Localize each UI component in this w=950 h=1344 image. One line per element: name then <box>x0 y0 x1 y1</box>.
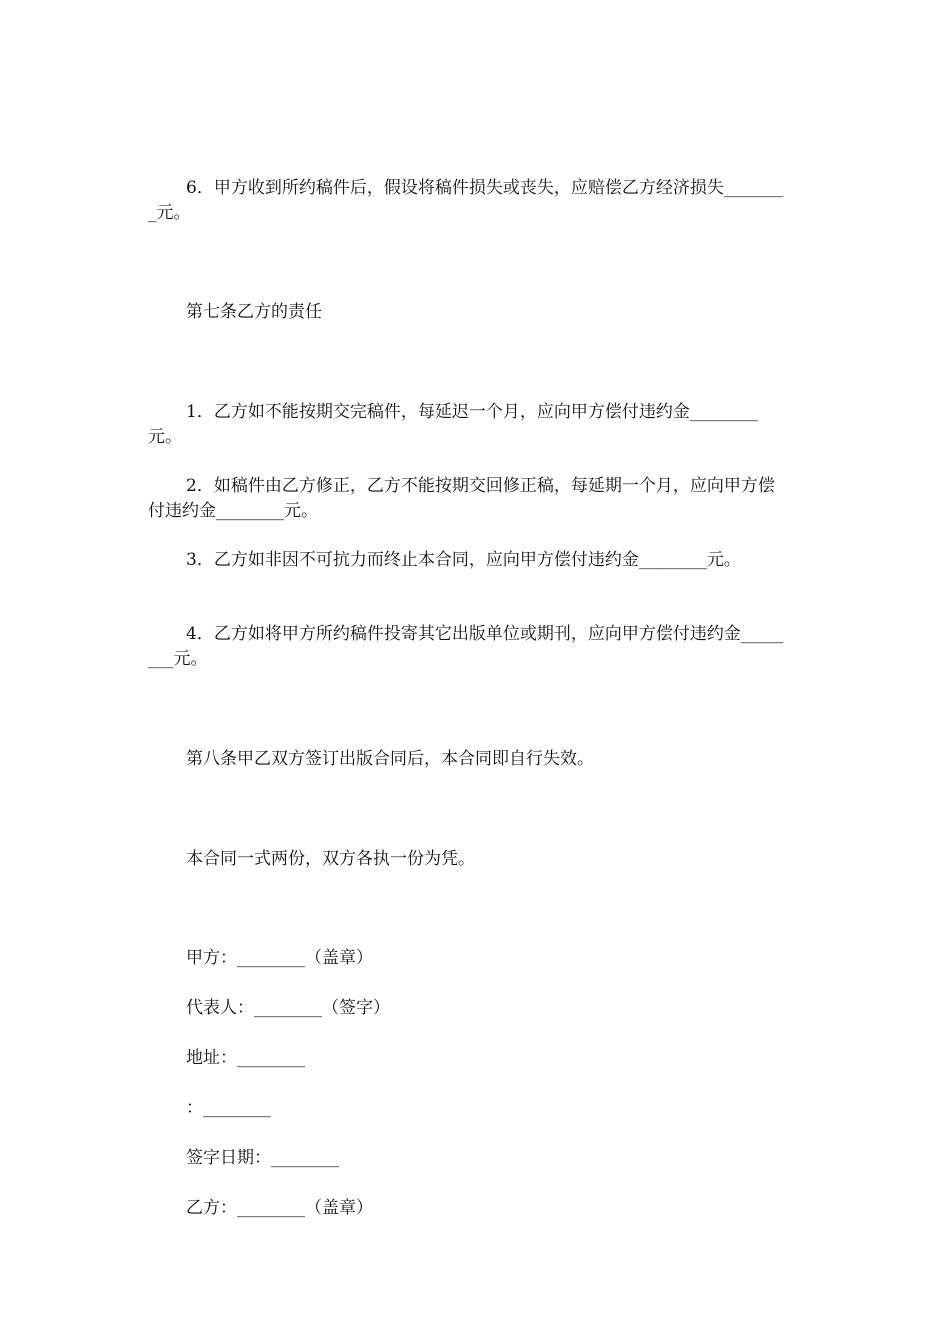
article-7-item-4: 4．乙方如将甲方所约稿件投寄其它出版单位或期刊，应向甲方偿付违约金________元。 <box>148 624 784 669</box>
article-7-item-2: 2．如稿件由乙方修正，乙方不能按期交回修正稿，每延期一个月，应向甲方偿付违约金________元。 <box>148 476 775 521</box>
article-7-item-3: 3．乙方如非因不可抗力而终止本合同，应向甲方偿付违约金________元。 <box>186 550 741 570</box>
address-field: 地址：________ <box>186 1048 305 1068</box>
clause-item-6: 6．甲方收到所约稿件后，假设将稿件损失或丧失，应赔偿乙方经济损失________元。 <box>148 178 784 223</box>
sign-date-field: 签字日期：________ <box>186 1148 339 1168</box>
party-a-signature: 甲方：________（盖章） <box>186 948 373 968</box>
party-b-signature: 乙方：________（盖章） <box>186 1198 373 1218</box>
article-7-item-1: 1．乙方如不能按期交完稿件，每延迟一个月，应向甲方偿付违约金________元。 <box>148 402 758 447</box>
representative-signature: 代表人：________（签字） <box>186 998 390 1018</box>
article-7-title: 第七条乙方的责任 <box>186 302 322 322</box>
colon-field: ：________ <box>186 1098 271 1118</box>
copies-statement: 本合同一式两份，双方各执一份为凭。 <box>186 849 475 869</box>
article-8: 第八条甲乙双方签订出版合同后，本合同即自行失效。 <box>186 749 594 769</box>
